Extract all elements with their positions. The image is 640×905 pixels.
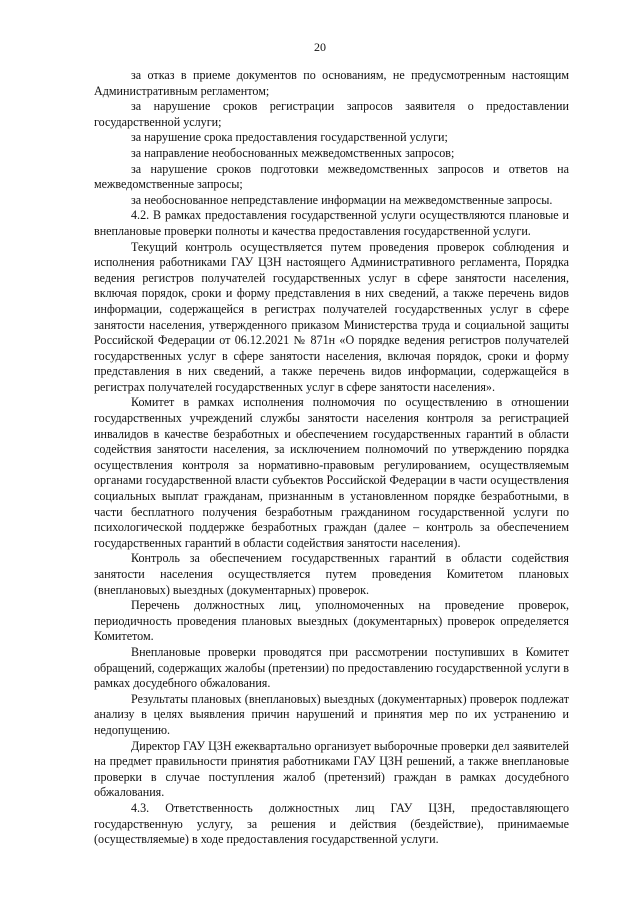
- paragraph-unscheduled-inspections: Внеплановые проверки проводятся при рассмотрении поступивших в Комитет обращений, содержащих жалобы (претензии) по предоставлению государственной услуги в рамках досудебного обжалования.: [94, 644, 569, 691]
- paragraph-inspection-results: Результаты плановых (внеплановых) выездных (документарных) проверок подлежат анализу в целях выявления причин нарушений и принятия мер по их устранению и недопущению.: [94, 691, 569, 737]
- paragraph-unfounded-requests: за направление необоснованных межведомственных запросов;: [131, 145, 455, 160]
- paragraph-section-4-3: 4.3. Ответственность должностных лиц ГАУ ЦЗН, предоставляющего государственную услугу, за решения и действия (бездействие), принимаемые (осуществляемые) в ходе предоставления государственной услуги.: [94, 800, 569, 847]
- document-body: [94, 68, 569, 848]
- paragraph-registration-deadlines: за нарушение сроков регистрации запросов заявителя о предоставлении государственной услуги;: [94, 99, 569, 129]
- paragraph-guarantee-control: Контроль за обеспечением государственных гарантий в области содействия занятости населения осуществляется путем проведения Комитетом плановых (внеплановых) выездных (документарных) проверок.: [94, 551, 569, 597]
- paragraph-inspectors-list: Перечень должностных лиц, уполномоченных на проведение проверок, периодичность проведения плановых выездных (документарных) проверок определяется Комитетом.: [94, 598, 569, 644]
- paragraph-service-deadline: за нарушение срока предоставления государственной услуги;: [131, 130, 448, 145]
- paragraph-interagency-deadlines: за нарушение сроков подготовки межведомственных запросов и ответов на межведомственные запросы;: [94, 161, 569, 192]
- paragraph-committee-powers: Комитет в рамках исполнения полномочия по осуществлению в отношении государственных учреждений службы занятости населения контроля за регистрацией инвалидов в качестве безработных и обеспечением государственных гарантий в области содействия занятости населения, за исключением полномочий по утверждению порядка осуществления контроля за нормативно-правовым регулированием, осуществляемым органами государственной власти субъектов Российской Федерации в части осуществления социальных выплат гражданам, признанным в установленном порядке безработными, в части бесплатного получения безработным гражданином государственной услуги по психологической поддержке безработных граждан (далее – контроль за обеспечением государственных гарантий в области содействия занятости населения).: [94, 395, 569, 550]
- paragraph-nondisclosure: за необоснованное непредставление информации на межведомственные запросы.: [131, 192, 553, 207]
- paragraph-refusal-documents: за отказ в приеме документов по основаниям, не предусмотренным настоящим Административным регламентом;: [94, 68, 569, 98]
- paragraph-current-control: Текущий контроль осуществляется путем проведения проверок соблюдения и исполнения работниками ГАУ ЦЗН настоящего Административного регламента, Порядка ведения регистров получателей государственных услуг в сфере занятости населения, включая порядок, сроки и форму представления в них сведений, а также перечень видов информации, содержащейся в регистрах получателей государственных услуг в сфере занятости населения, утвержденного приказом Министерства труда и социальной защиты Российской Федерации от 06.12.2021 № 871н «О порядке ведения регистров получателей государственных услуг в сфере занятости населения, включая порядок, сроки и форму представления в них сведений, а также перечень видов информации, содержащейся в регистрах получателей государственных услуг в сфере занятости населения».: [94, 239, 569, 394]
- page-number: 20: [314, 40, 326, 54]
- paragraph-director-checks: Директор ГАУ ЦЗН ежеквартально организует выборочные проверки дел заявителей на предмет правильности принятия работниками ГАУ ЦЗН решений, а также внеплановые проверки в случае поступления жалоб (претензий) граждан в рамках досудебного обжалования.: [94, 738, 569, 800]
- paragraph-section-4-2: 4.2. В рамках предоставления государственной услуги осуществляются плановые и внеплановые проверки полноты и качества предоставления государственной услуги.: [94, 208, 569, 238]
